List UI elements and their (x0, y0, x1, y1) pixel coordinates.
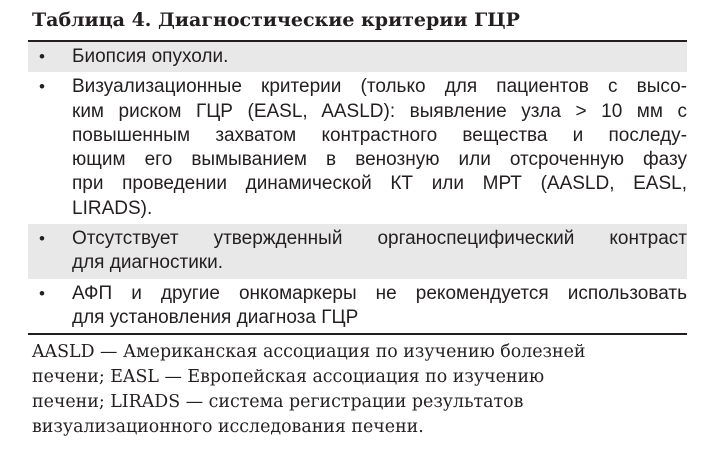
text-line: повышенным захватом контрастного вещества и последу- (72, 124, 687, 146)
footnote-line: печени; EASL — Европейская ассоциация по изучению (32, 367, 545, 388)
text-line: LIRADS). (72, 197, 153, 219)
text-line: Отсутствует утвержденный органоспецифический контраст (72, 228, 687, 250)
diagnostic-criteria-table (28, 0, 687, 440)
criteria-text (72, 45, 687, 69)
text-line: АФП и другие онкомаркеры не рекомендуется использовать (72, 282, 687, 304)
criteria-row-imaging (28, 72, 687, 224)
bullet-icon: • (39, 283, 45, 303)
text-line: ющим его вымыванием в венозную или отсроченную фазу (72, 149, 687, 171)
text-line: Визуализационные критерии (только для пациентов с высо- (72, 76, 687, 98)
criteria-text (72, 227, 687, 276)
criteria-row-afp (28, 279, 687, 334)
text-line: для диагностики. (72, 252, 224, 274)
text-line: при проведении динамической КТ или МРТ (AASLD, EASL, (72, 173, 687, 195)
table-caption: Таблица 4. Диагностические критерии ГЦР (32, 9, 520, 31)
footnote-line: визуализационного исследования печени. (32, 417, 424, 438)
bullet-icon: • (39, 47, 45, 66)
footnote-line: AASLD — Американская ассоциация по изучению болезней (32, 342, 586, 363)
bullet-icon: • (39, 77, 45, 97)
bullet-icon: • (39, 229, 45, 249)
criteria-row-biopsy (28, 42, 687, 72)
criteria-text (72, 75, 687, 221)
text-line: Биопсия опухоли. (72, 46, 229, 67)
criteria-row-contrast (28, 224, 687, 279)
criteria-text (72, 282, 687, 331)
table-footnote (28, 335, 687, 440)
text-line: для установления диагноза ГЦР (72, 306, 359, 328)
text-line: ким риском ГЦР (EASL, AASLD): выявление узла > 10 мм с (72, 100, 687, 122)
footnote-line: печени; LIRADS — система регистрации результатов (32, 392, 524, 413)
